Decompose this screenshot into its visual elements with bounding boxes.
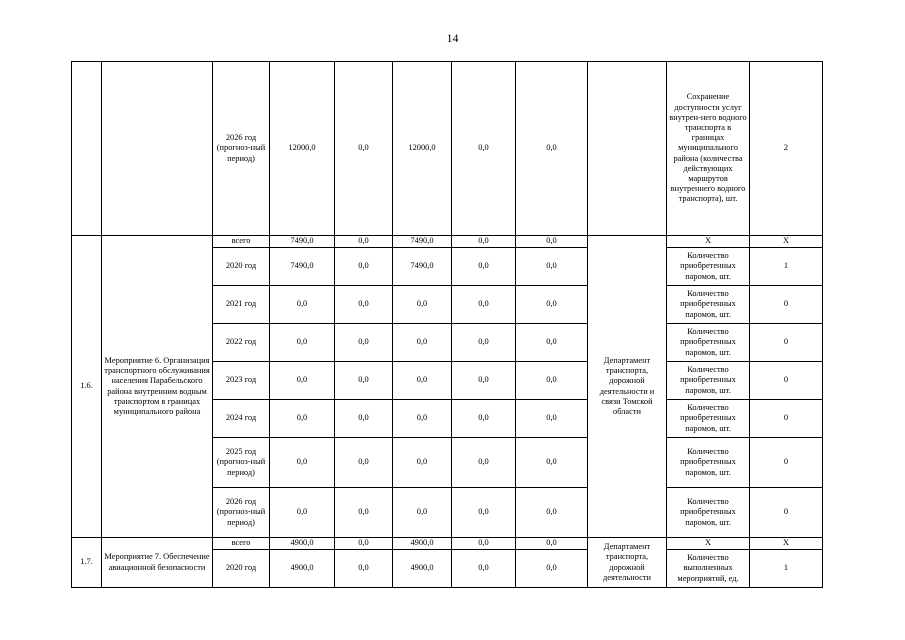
year-cell: всего	[213, 236, 270, 248]
value-cell: 0,0	[335, 248, 393, 286]
value-cell: 0,0	[452, 400, 516, 438]
indicator-value-cell: X	[750, 236, 823, 248]
year-cell: 2024 год	[213, 400, 270, 438]
value-cell: 0,0	[393, 362, 452, 400]
value-cell: 7490,0	[270, 248, 335, 286]
executor-cell: Департамент транспорта, дорожной деятельности	[588, 538, 667, 588]
year-cell: 2023 год	[213, 362, 270, 400]
value-cell: 0,0	[452, 538, 516, 550]
value-cell: 0,0	[452, 488, 516, 538]
value-cell: 0,0	[335, 488, 393, 538]
executor-cell: Департамент транспорта, дорожной деятельности и связи Томской области	[588, 236, 667, 538]
value-cell: 7490,0	[393, 236, 452, 248]
indicator-value-cell: 0	[750, 400, 823, 438]
item-number: 1.6.	[72, 236, 102, 538]
item-number: 1.7.	[72, 538, 102, 588]
indicator-cell: Количество приобретенных паромов, шт.	[667, 248, 750, 286]
executor-cell	[588, 62, 667, 236]
value-cell: 4900,0	[270, 538, 335, 550]
value-cell: 0,0	[335, 438, 393, 488]
indicator-cell: Сохранение доступности услуг внутрен-него водного транспорта в границах муниципального района (количества действующих маршрутов внутреннего водного транспорта), шт.	[667, 62, 750, 236]
value-cell: 0,0	[393, 324, 452, 362]
value-cell: 0,0	[452, 550, 516, 588]
value-cell: 0,0	[393, 400, 452, 438]
indicator-value-cell: 0	[750, 324, 823, 362]
value-cell: 0,0	[270, 286, 335, 324]
year-cell: всего	[213, 538, 270, 550]
value-cell: 0,0	[393, 286, 452, 324]
indicator-cell: Количество приобретенных паромов, шт.	[667, 438, 750, 488]
indicator-cell: X	[667, 538, 750, 550]
indicator-value-cell: 1	[750, 248, 823, 286]
value-cell: 0,0	[452, 236, 516, 248]
indicator-value-cell: 0	[750, 438, 823, 488]
indicator-value-cell: 1	[750, 550, 823, 588]
indicator-value-cell: 0	[750, 488, 823, 538]
value-cell: 7490,0	[393, 248, 452, 286]
value-cell: 12000,0	[393, 62, 452, 236]
value-cell: 0,0	[452, 286, 516, 324]
value-cell: 0,0	[335, 324, 393, 362]
value-cell: 0,0	[516, 438, 588, 488]
item-number	[72, 62, 102, 236]
value-cell: 0,0	[516, 400, 588, 438]
value-cell: 0,0	[270, 400, 335, 438]
value-cell: 0,0	[516, 362, 588, 400]
value-cell: 0,0	[335, 286, 393, 324]
year-cell: 2020 год	[213, 248, 270, 286]
value-cell: 0,0	[270, 324, 335, 362]
value-cell: 0,0	[393, 438, 452, 488]
item-name: Мероприятие 7. Обеспечение авиационной безопасности	[102, 538, 213, 588]
value-cell: 7490,0	[270, 236, 335, 248]
value-cell: 0,0	[452, 324, 516, 362]
indicator-cell: Количество выполненных мероприятий, ед.	[667, 550, 750, 588]
program-table	[71, 61, 823, 588]
value-cell: 0,0	[335, 400, 393, 438]
value-cell: 0,0	[452, 248, 516, 286]
value-cell: 0,0	[516, 324, 588, 362]
year-cell: 2025 год (прогноз-ный период)	[213, 438, 270, 488]
indicator-cell: Количество приобретенных паромов, шт.	[667, 324, 750, 362]
indicator-value-cell: 0	[750, 362, 823, 400]
item-name	[102, 62, 213, 236]
value-cell: 0,0	[270, 488, 335, 538]
value-cell: 0,0	[335, 62, 393, 236]
value-cell: 0,0	[335, 236, 393, 248]
value-cell: 0,0	[270, 438, 335, 488]
year-cell: 2026 год (прогноз-ный период)	[213, 488, 270, 538]
table-row	[72, 538, 823, 550]
indicator-cell: X	[667, 236, 750, 248]
value-cell: 0,0	[393, 488, 452, 538]
value-cell: 0,0	[516, 550, 588, 588]
year-cell: 2022 год	[213, 324, 270, 362]
indicator-cell: Количество приобретенных паромов, шт.	[667, 362, 750, 400]
year-cell: 2026 год (прогноз-ный период)	[213, 62, 270, 236]
value-cell: 12000,0	[270, 62, 335, 236]
table-row	[72, 62, 823, 236]
value-cell: 0,0	[335, 550, 393, 588]
value-cell: 0,0	[335, 538, 393, 550]
value-cell: 4900,0	[393, 538, 452, 550]
table-row	[72, 236, 823, 248]
value-cell: 0,0	[516, 286, 588, 324]
value-cell: 0,0	[516, 236, 588, 248]
value-cell: 0,0	[270, 362, 335, 400]
indicator-value-cell: 0	[750, 286, 823, 324]
indicator-cell: Количество приобретенных паромов, шт.	[667, 286, 750, 324]
year-cell: 2021 год	[213, 286, 270, 324]
indicator-cell: Количество приобретенных паромов, шт.	[667, 488, 750, 538]
item-name: Мероприятие 6. Организация транспортного обслуживания населения Парабельского района внутренним водным транспортом в границах муниципального района	[102, 236, 213, 538]
year-cell: 2020 год	[213, 550, 270, 588]
value-cell: 0,0	[452, 438, 516, 488]
page-number: 14	[446, 31, 459, 45]
indicator-value-cell: X	[750, 538, 823, 550]
value-cell: 0,0	[516, 248, 588, 286]
value-cell: 0,0	[452, 362, 516, 400]
value-cell: 0,0	[335, 362, 393, 400]
indicator-cell: Количество приобретенных паромов, шт.	[667, 400, 750, 438]
value-cell: 4900,0	[270, 550, 335, 588]
value-cell: 0,0	[452, 62, 516, 236]
value-cell: 4900,0	[393, 550, 452, 588]
value-cell: 0,0	[516, 538, 588, 550]
indicator-value-cell: 2	[750, 62, 823, 236]
value-cell: 0,0	[516, 488, 588, 538]
value-cell: 0,0	[516, 62, 588, 236]
